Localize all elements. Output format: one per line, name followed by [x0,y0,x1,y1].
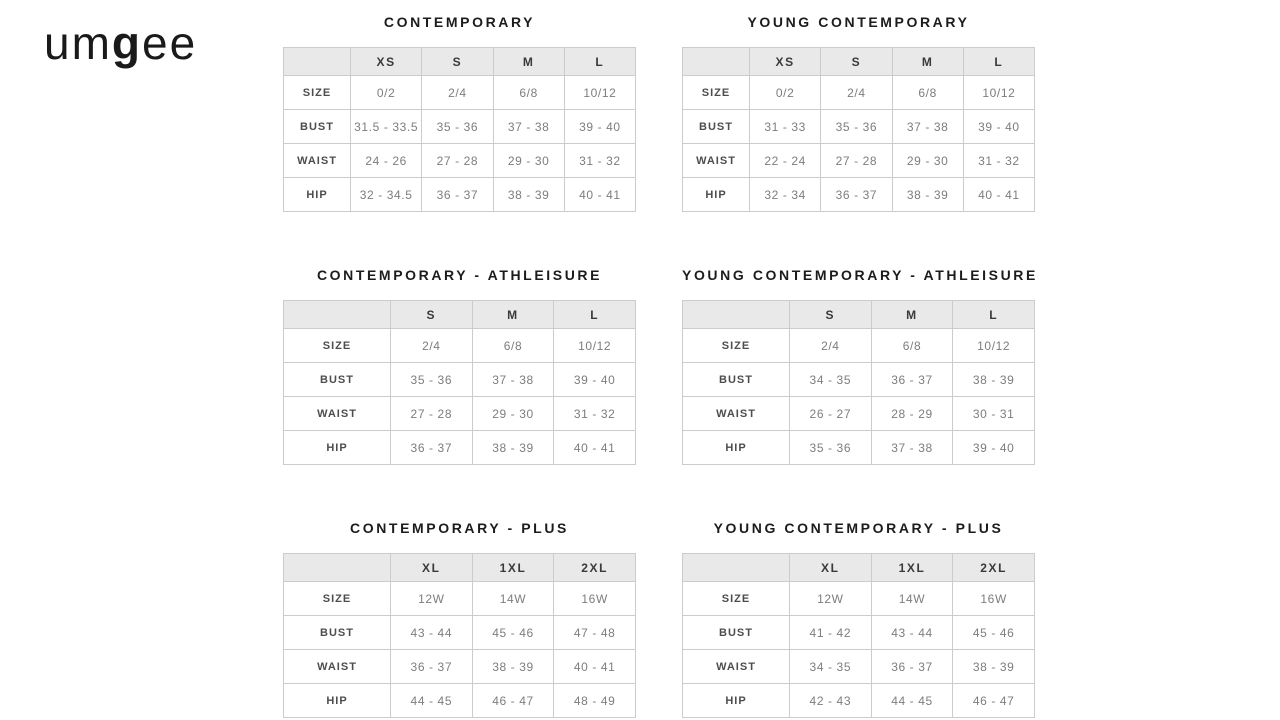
measurement-value: 45 - 46 [472,616,554,650]
size-chart-section-contemporary [283,13,636,212]
measurement-value: 0/2 [351,76,422,110]
measurement-value: 31 - 33 [750,110,821,144]
row-label: HIP [284,431,391,465]
measurement-value: 16W [554,582,636,616]
measurement-value: 24 - 26 [351,144,422,178]
measurement-value: 36 - 37 [871,363,953,397]
size-table [682,553,1035,718]
measurement-value: 39 - 40 [554,363,636,397]
measurement-value: 29 - 30 [892,144,963,178]
measurement-value: 10/12 [554,329,636,363]
size-column-header: S [821,48,892,76]
size-table [682,300,1035,465]
measurement-value: 44 - 45 [391,684,473,718]
measurement-value: 16W [953,582,1035,616]
row-label: SIZE [683,329,790,363]
chart-title: CONTEMPORARY - ATHLEISURE [316,267,603,283]
measurement-value: 39 - 40 [953,431,1035,465]
measurement-value: 38 - 39 [892,178,963,212]
size-charts-grid [283,13,1038,718]
measurement-value: 42 - 43 [790,684,872,718]
size-table [283,47,636,212]
chart-title: YOUNG CONTEMPORARY [747,14,970,30]
size-table [682,47,1035,212]
measurement-value: 28 - 29 [871,397,953,431]
measurement-value: 40 - 41 [554,431,636,465]
corner-cell [683,301,790,329]
row-label: WAIST [284,144,351,178]
measurement-row [284,144,636,178]
measurement-value: 37 - 38 [892,110,963,144]
measurement-value: 10/12 [953,329,1035,363]
row-label: SIZE [284,329,391,363]
brand-logo [44,16,197,70]
size-column-header: M [871,301,953,329]
measurement-value: 36 - 37 [391,431,473,465]
row-label: WAIST [284,650,391,684]
chart-title: YOUNG CONTEMPORARY - ATHLEISURE [682,267,1038,283]
measurement-value: 35 - 36 [790,431,872,465]
measurement-value: 6/8 [493,76,564,110]
size-column-header: S [422,48,493,76]
measurement-value: 44 - 45 [871,684,953,718]
size-table [283,553,636,718]
measurement-value: 38 - 39 [493,178,564,212]
size-chart-section-young-contemporary-plus [682,519,1035,718]
measurement-row [284,76,636,110]
measurement-value: 2/4 [790,329,872,363]
measurement-row [683,144,1035,178]
corner-cell [683,48,750,76]
size-chart-section-contemporary-plus [283,519,636,718]
measurement-value: 37 - 38 [472,363,554,397]
size-column-header: XS [750,48,821,76]
size-table [283,300,636,465]
measurement-value: 36 - 37 [422,178,493,212]
row-label: WAIST [683,397,790,431]
measurement-value: 45 - 46 [953,616,1035,650]
row-label: BUST [284,110,351,144]
row-label: HIP [683,684,790,718]
chart-title: YOUNG CONTEMPORARY - PLUS [713,520,1004,536]
size-chart-section-young-contemporary-athleisure [682,266,1038,465]
measurement-value: 40 - 41 [564,178,635,212]
measurement-value: 27 - 28 [391,397,473,431]
size-column-header: 1XL [472,554,554,582]
brand-logo-part-bold: g [111,17,143,69]
corner-cell [284,554,391,582]
measurement-value: 32 - 34 [750,178,821,212]
row-label: BUST [683,616,790,650]
size-column-header: XL [790,554,872,582]
row-label: HIP [683,178,750,212]
corner-cell [284,48,351,76]
measurement-value: 2/4 [422,76,493,110]
row-label: WAIST [683,650,790,684]
measurement-row [284,582,636,616]
measurement-value: 40 - 41 [963,178,1034,212]
row-label: SIZE [284,582,391,616]
measurement-value: 30 - 31 [953,397,1035,431]
brand-logo-part: um [44,17,112,69]
measurement-value: 6/8 [871,329,953,363]
brand-logo-part: ee [142,17,198,69]
measurement-value: 29 - 30 [472,397,554,431]
measurement-value: 34 - 35 [790,363,872,397]
row-label: SIZE [683,582,790,616]
size-column-header: XS [351,48,422,76]
measurement-value: 6/8 [472,329,554,363]
measurement-row [284,616,636,650]
measurement-value: 35 - 36 [391,363,473,397]
measurement-value: 46 - 47 [472,684,554,718]
measurement-row [683,363,1035,397]
row-label: SIZE [683,76,750,110]
measurement-row [683,431,1035,465]
measurement-value: 36 - 37 [871,650,953,684]
measurement-value: 14W [871,582,953,616]
measurement-value: 38 - 39 [472,431,554,465]
measurement-value: 0/2 [750,76,821,110]
measurement-row [284,178,636,212]
measurement-value: 32 - 34.5 [351,178,422,212]
measurement-value: 37 - 38 [493,110,564,144]
measurement-value: 12W [790,582,872,616]
measurement-value: 6/8 [892,76,963,110]
row-label: BUST [683,363,790,397]
row-label: WAIST [284,397,391,431]
measurement-value: 40 - 41 [554,650,636,684]
size-chart-section-contemporary-athleisure [283,266,636,465]
size-column-header: S [391,301,473,329]
size-column-header: XL [391,554,473,582]
size-column-header: M [472,301,554,329]
measurement-row [284,110,636,144]
size-column-header: S [790,301,872,329]
measurement-row [683,582,1035,616]
measurement-value: 38 - 39 [472,650,554,684]
measurement-row [284,363,636,397]
measurement-value: 31 - 32 [554,397,636,431]
measurement-value: 12W [391,582,473,616]
measurement-value: 27 - 28 [422,144,493,178]
size-column-header: L [554,301,636,329]
measurement-row [683,178,1035,212]
measurement-row [683,76,1035,110]
measurement-row [683,616,1035,650]
measurement-row [683,329,1035,363]
measurement-value: 37 - 38 [871,431,953,465]
size-column-header: M [493,48,564,76]
size-column-header: M [892,48,963,76]
measurement-value: 36 - 37 [391,650,473,684]
measurement-value: 29 - 30 [493,144,564,178]
measurement-row [284,397,636,431]
chart-title: CONTEMPORARY [383,14,536,30]
row-label: BUST [284,363,391,397]
row-label: HIP [683,431,790,465]
measurement-value: 35 - 36 [422,110,493,144]
measurement-value: 34 - 35 [790,650,872,684]
size-column-header: 2XL [953,554,1035,582]
measurement-value: 31 - 32 [564,144,635,178]
measurement-row [683,684,1035,718]
measurement-value: 31.5 - 33.5 [351,110,422,144]
size-chart-section-young-contemporary [682,13,1035,212]
corner-cell [284,301,391,329]
measurement-value: 35 - 36 [821,110,892,144]
row-label: SIZE [284,76,351,110]
measurement-value: 2/4 [821,76,892,110]
size-column-header: 2XL [554,554,636,582]
measurement-value: 10/12 [963,76,1034,110]
measurement-value: 46 - 47 [953,684,1035,718]
measurement-row [284,650,636,684]
measurement-row [683,650,1035,684]
measurement-value: 36 - 37 [821,178,892,212]
measurement-value: 22 - 24 [750,144,821,178]
size-column-header: L [963,48,1034,76]
measurement-value: 43 - 44 [391,616,473,650]
measurement-row [284,684,636,718]
row-label: WAIST [683,144,750,178]
size-column-header: L [953,301,1035,329]
measurement-value: 31 - 32 [963,144,1034,178]
size-column-header: 1XL [871,554,953,582]
measurement-value: 2/4 [391,329,473,363]
measurement-row [683,110,1035,144]
measurement-value: 26 - 27 [790,397,872,431]
chart-title: CONTEMPORARY - PLUS [350,520,569,536]
measurement-row [683,397,1035,431]
measurement-value: 38 - 39 [953,650,1035,684]
measurement-value: 39 - 40 [564,110,635,144]
measurement-value: 10/12 [564,76,635,110]
measurement-value: 38 - 39 [953,363,1035,397]
measurement-value: 27 - 28 [821,144,892,178]
size-column-header: L [564,48,635,76]
row-label: BUST [683,110,750,144]
measurement-value: 39 - 40 [963,110,1034,144]
measurement-value: 48 - 49 [554,684,636,718]
corner-cell [683,554,790,582]
measurement-row [284,431,636,465]
measurement-row [284,329,636,363]
measurement-value: 41 - 42 [790,616,872,650]
row-label: HIP [284,684,391,718]
row-label: HIP [284,178,351,212]
row-label: BUST [284,616,391,650]
measurement-value: 47 - 48 [554,616,636,650]
measurement-value: 14W [472,582,554,616]
measurement-value: 43 - 44 [871,616,953,650]
